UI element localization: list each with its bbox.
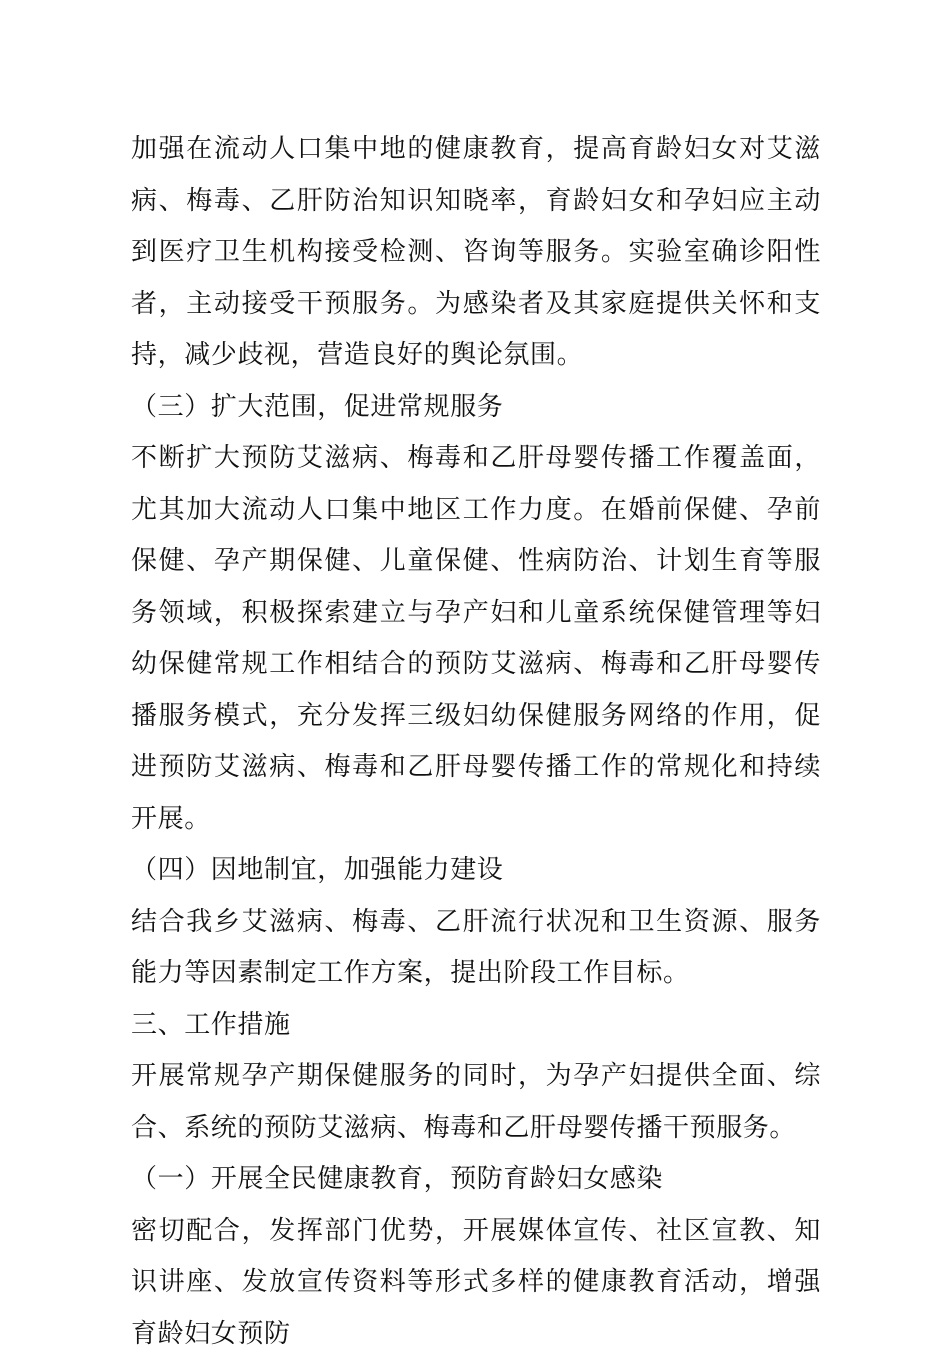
paragraph-work-plan: 结合我乡艾滋病、梅毒、乙肝流行状况和卫生资源、服务能力等因素制定工作方案，提出阶段工作目标。 — [131, 897, 821, 1000]
heading-local-conditions: （四）因地制宜，加强能力建设 — [131, 845, 821, 897]
heading-expand-scope: （三）扩大范围，促进常规服务 — [131, 382, 821, 434]
paragraph-routine-services: 开展常规孕产期保健服务的同时，为孕产妇提供全面、综合、系统的预防艾滋病、梅毒和乙肝母婴传播干预服务。 — [131, 1051, 821, 1154]
paragraph-expand-coverage: 不断扩大预防艾滋病、梅毒和乙肝母婴传播工作覆盖面，尤其加大流动人口集中地区工作力度。在婚前保健、孕前保健、孕产期保健、儿童保健、性病防治、计划生育等服务领域，积极探索建立与孕产妇和儿童系统保健管理等妇幼保健常规工作相结合的预防艾滋病、梅毒和乙肝母婴传播服务模式，充分发挥三级妇幼保健服务网络的作用，促进预防艾滋病、梅毒和乙肝母婴传播工作的常规化和持续开展。 — [131, 433, 821, 845]
document-body — [131, 124, 821, 1360]
paragraph-health-education: 加强在流动人口集中地的健康教育，提高育龄妇女对艾滋病、梅毒、乙肝防治知识知晓率，育龄妇女和孕妇应主动到医疗卫生机构接受检测、咨询等服务。实验室确诊阳性者，主动接受干预服务。为感染者及其家庭提供关怀和支持，减少歧视，营造良好的舆论氛围。 — [131, 124, 821, 382]
heading-public-education: （一）开展全民健康教育，预防育龄妇女感染 — [131, 1154, 821, 1206]
paragraph-cooperation: 密切配合，发挥部门优势，开展媒体宣传、社区宣教、知识讲座、发放宣传资料等形式多样的健康教育活动，增强育龄妇女预防 — [131, 1206, 821, 1360]
heading-work-measures: 三、工作措施 — [131, 1000, 821, 1052]
